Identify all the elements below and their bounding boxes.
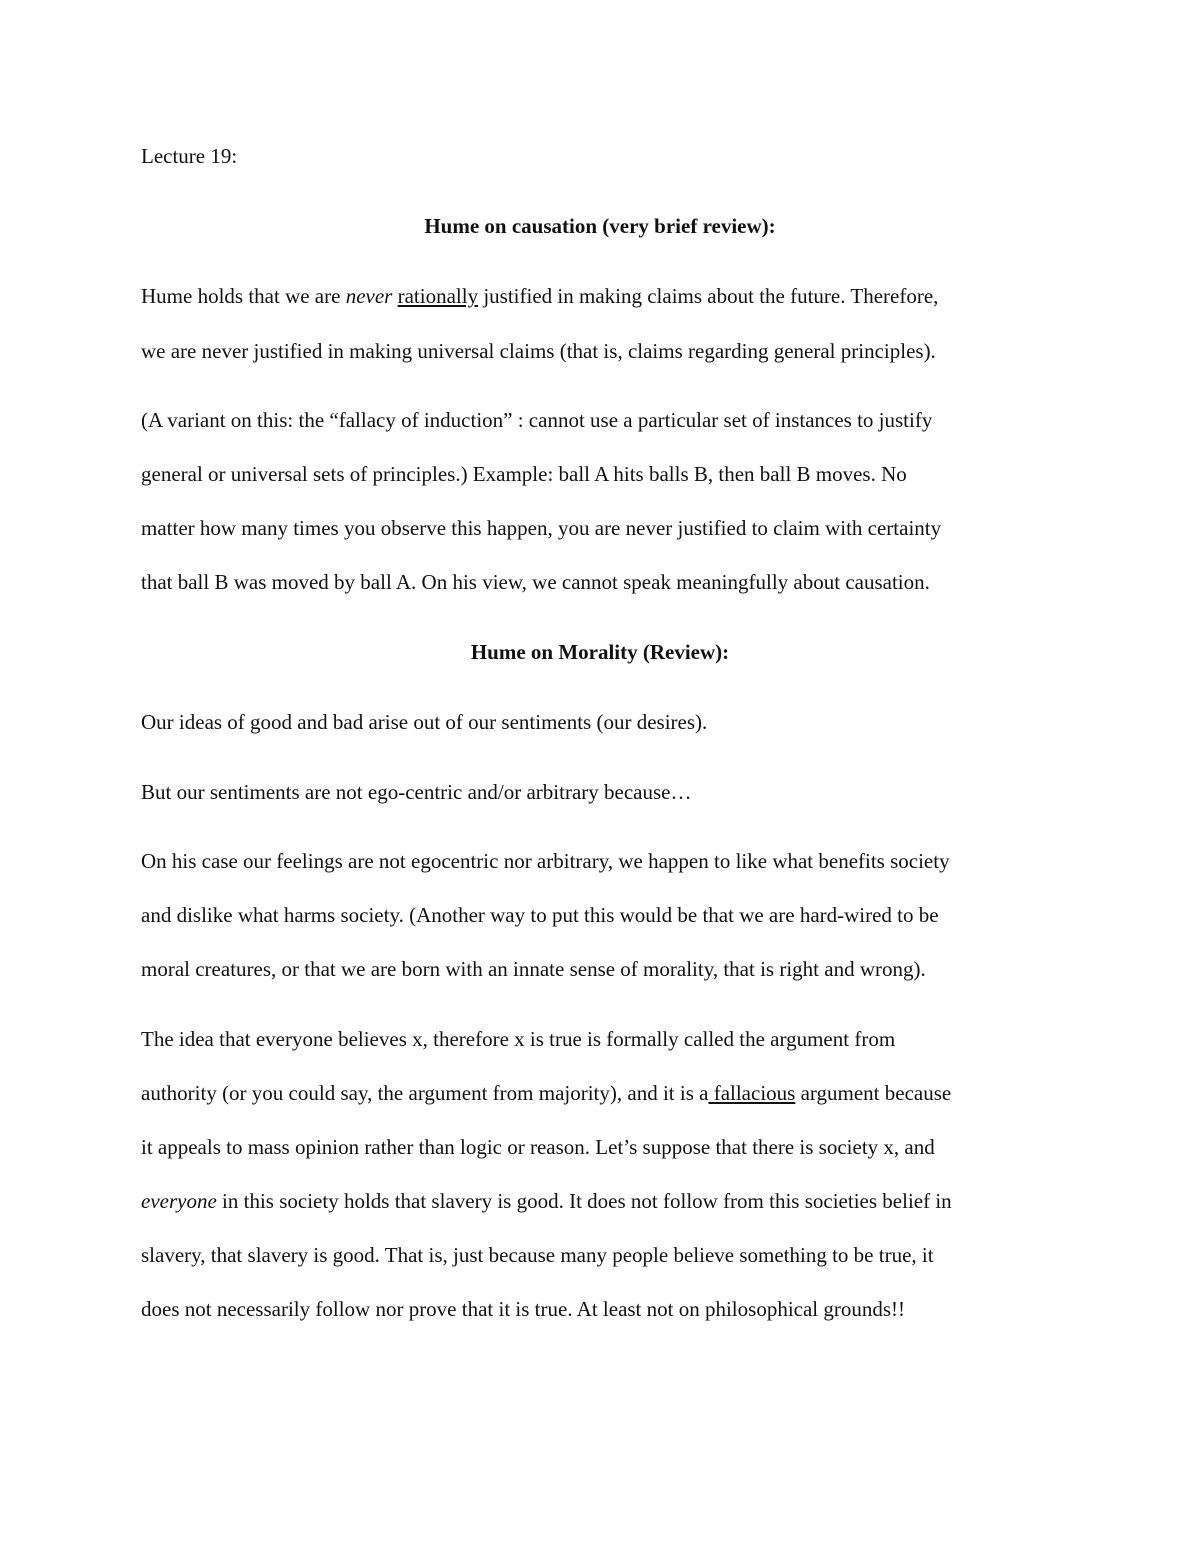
underline-fallacious: fallacious [708, 1081, 796, 1105]
heading-causation: Hume on causation (very brief review): [424, 214, 776, 238]
paragraph-authority-line-6: does not necessarily follow nor prove that it is true. At least not on philosophical grounds!! [141, 1297, 906, 1321]
paragraph-authority-line-4 [141, 1188, 1061, 1214]
paragraph-feelings-line-2: and dislike what harms society. (Another way to put this would be that we are hard-wired to be [141, 903, 939, 927]
emphasis-everyone: everyone [141, 1189, 217, 1213]
paragraph-induction-line-3: matter how many times you observe this happen, you are never justified to claim with certainty [141, 516, 942, 540]
paragraph-causation-line-1 [141, 283, 1061, 309]
paragraph-authority-line-5: slavery, that slavery is good. That is, just because many people believe something to be true, it [141, 1243, 934, 1267]
paragraph-induction-line-4: that ball B was moved by ball A. On his view, we cannot speak meaningfully about causation. [141, 570, 930, 594]
underline-rationally: rationally [397, 284, 479, 308]
heading-morality: Hume on Morality (Review): [470, 640, 730, 664]
text-run: justified in making claims about the future. Therefore, [478, 284, 939, 308]
paragraph-authority-line-1: The idea that everyone believes x, therefore x is true is formally called the argument from [141, 1027, 896, 1051]
lecture-label: Lecture 19: [141, 144, 238, 168]
paragraph-causation-line-2: we are never justified in making universal claims (that is, claims regarding general principles). [141, 339, 936, 363]
paragraph-sentiments: Our ideas of good and bad arise out of our sentiments (our desires). [141, 710, 708, 734]
paragraph-induction-line-1: (A variant on this: the “fallacy of induction” : cannot use a particular set of instances to justify [141, 408, 933, 432]
paragraph-induction-line-2: general or universal sets of principles.) Example: ball A hits balls B, then ball B moves. No [141, 462, 907, 486]
paragraph-not-egocentric: But our sentiments are not ego-centric and/or arbitrary because… [141, 780, 692, 804]
text-run: argument because [795, 1081, 952, 1105]
text-run: in this society holds that slavery is good. It does not follow from this societies belief in [216, 1189, 952, 1213]
text-run: Hume holds that we are [141, 284, 346, 308]
text-run: authority (or you could say, the argument from majority), and it is a [141, 1081, 709, 1105]
paragraph-authority-line-2 [141, 1080, 1061, 1106]
emphasis-never: never [345, 284, 393, 308]
paragraph-feelings-line-3: moral creatures, or that we are born with an innate sense of morality, that is right and wrong). [141, 957, 926, 981]
paragraph-authority-line-3: it appeals to mass opinion rather than logic or reason. Let’s suppose that there is society x, and [141, 1135, 935, 1159]
paragraph-feelings-line-1: On his case our feelings are not egocentric nor arbitrary, we happen to like what benefits society [141, 849, 950, 873]
